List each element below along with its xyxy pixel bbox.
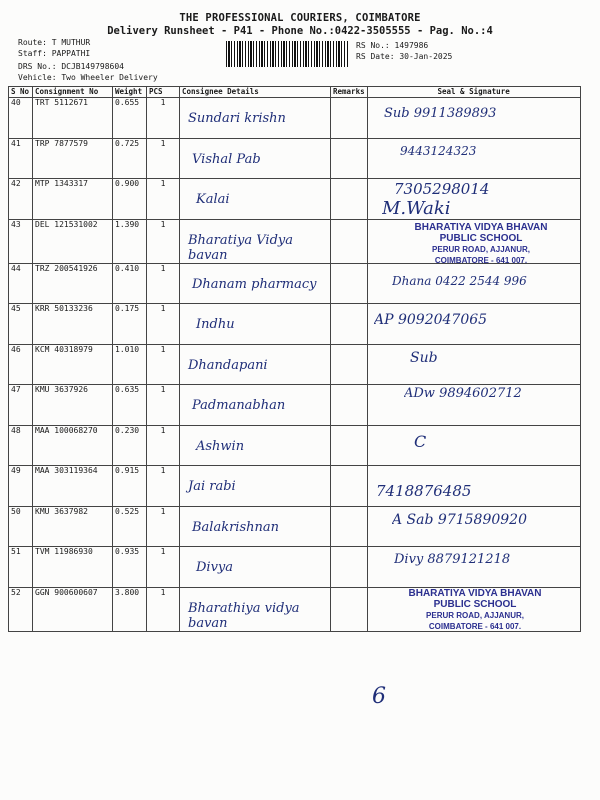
company-title: THE PROFESSIONAL COURIERS, COIMBATORE bbox=[179, 12, 421, 24]
cell-consignee bbox=[180, 425, 331, 466]
cell-remarks bbox=[331, 547, 368, 588]
cell-remarks bbox=[331, 466, 368, 507]
cell-pcs: 1 bbox=[147, 219, 180, 263]
cell-pcs: 1 bbox=[147, 179, 180, 220]
cell-sno: 43 bbox=[9, 219, 33, 263]
cell-pcs: 1 bbox=[147, 385, 180, 426]
col-seal: Seal & Signature bbox=[367, 87, 580, 98]
handwritten-signature: M.Waki bbox=[382, 198, 451, 219]
barcode-image bbox=[226, 41, 348, 67]
cell-pcs: 1 bbox=[147, 425, 180, 466]
cell-weight: 0.525 bbox=[113, 506, 147, 547]
cell-weight: 0.175 bbox=[113, 304, 147, 345]
cell-remarks bbox=[331, 385, 368, 426]
cell-sno: 44 bbox=[9, 263, 33, 304]
handwritten-signature: A Sab 9715890920 bbox=[392, 512, 527, 528]
cell-remarks bbox=[331, 425, 368, 466]
handwritten-signature: 7305298014 bbox=[394, 180, 490, 198]
cell-pcs: 1 bbox=[147, 344, 180, 385]
handwritten-signature: Divy 8879121218 bbox=[394, 552, 511, 567]
cell-remarks bbox=[331, 179, 368, 220]
col-weight: Weight bbox=[113, 87, 147, 98]
table-row bbox=[9, 304, 581, 345]
cell-consignee bbox=[180, 385, 331, 426]
handwritten-signature: Sub 9911389893 bbox=[384, 106, 497, 121]
school-stamp-row43 bbox=[396, 222, 566, 266]
col-consignee: Consignee Details bbox=[180, 87, 331, 98]
cell-sno: 46 bbox=[9, 344, 33, 385]
cell-consignee bbox=[180, 506, 331, 547]
school-stamp-row52 bbox=[390, 588, 560, 632]
cell-consignee bbox=[180, 98, 331, 139]
cell-consignee bbox=[180, 304, 331, 345]
cell-sno: 40 bbox=[9, 98, 33, 139]
handwritten-consignee-name: Ashwin bbox=[196, 438, 245, 454]
cell-consignee bbox=[180, 263, 331, 304]
col-sno: S No bbox=[9, 87, 33, 98]
cell-weight: 0.230 bbox=[113, 425, 147, 466]
cell-pcs: 1 bbox=[147, 506, 180, 547]
handwritten-consignee-name: Dhanam pharmacy bbox=[192, 276, 317, 292]
handwritten-signature: 7418876485 bbox=[376, 482, 472, 500]
handwritten-signature: Dhana 0422 2544 996 bbox=[392, 274, 527, 288]
cell-pcs: 1 bbox=[147, 98, 180, 139]
cell-sno: 48 bbox=[9, 425, 33, 466]
runsheet-subtitle: Delivery Runsheet - P41 - Phone No.:0422-3505555 - Pag. No.:4 bbox=[107, 25, 493, 37]
rs-no-text: RS No.: 1497986 bbox=[356, 41, 429, 50]
stamp-line1: BHARATIYA VIDYA BHAVAN bbox=[414, 222, 548, 233]
table-row bbox=[9, 466, 581, 507]
cell-remarks bbox=[331, 219, 368, 263]
handwritten-consignee-name: Sundari krishn bbox=[188, 111, 286, 126]
cell-seal bbox=[367, 425, 580, 466]
cell-sno: 42 bbox=[9, 179, 33, 220]
handwritten-consignee-name: Indhu bbox=[196, 317, 235, 332]
cell-seal bbox=[367, 344, 580, 385]
cell-remarks bbox=[331, 304, 368, 345]
stamp-line2: PUBLIC SCHOOL bbox=[433, 599, 517, 610]
cell-sno: 52 bbox=[9, 587, 33, 631]
handwritten-consignee-name: Padmanabhan bbox=[192, 398, 286, 413]
staff-text: Staff: PAPPATHI bbox=[18, 48, 91, 58]
col-pcs: PCS bbox=[147, 87, 180, 98]
cell-consignee bbox=[180, 179, 331, 220]
cell-pcs: 1 bbox=[147, 138, 180, 179]
cell-weight: 0.725 bbox=[113, 138, 147, 179]
cell-consignment: KMU 3637926 bbox=[33, 385, 113, 426]
footer-handwritten-mark: 6 bbox=[372, 684, 386, 709]
cell-consignment: TRP 7877579 bbox=[33, 138, 113, 179]
cell-weight: 0.655 bbox=[113, 98, 147, 139]
meta-left bbox=[18, 38, 158, 83]
cell-remarks bbox=[331, 344, 368, 385]
handwritten-consignee-name: Vishal Pab bbox=[192, 151, 261, 167]
table-row bbox=[9, 138, 581, 179]
cell-pcs: 1 bbox=[147, 263, 180, 304]
handwritten-consignee-name: Bharatiya Vidya bavan bbox=[188, 232, 293, 263]
cell-consignment: GGN 900600607 bbox=[33, 587, 113, 631]
cell-consignment: KCM 40318979 bbox=[33, 344, 113, 385]
col-remarks: Remarks bbox=[331, 87, 368, 98]
cell-consignment: MAA 100068270 bbox=[33, 425, 113, 466]
cell-consignment: TVM 11986930 bbox=[33, 547, 113, 588]
cell-weight: 0.935 bbox=[113, 547, 147, 588]
handwritten-signature: 9443124323 bbox=[400, 144, 477, 158]
stamp-line3: PERUR ROAD, AJJANUR, bbox=[426, 611, 524, 620]
handwritten-signature: AP 9092047065 bbox=[374, 312, 488, 328]
cell-consignee bbox=[180, 219, 331, 263]
cell-consignee bbox=[180, 547, 331, 588]
cell-remarks bbox=[331, 587, 368, 631]
meta-right bbox=[356, 41, 452, 62]
cell-weight: 0.410 bbox=[113, 263, 147, 304]
stamp-line4: COIMBATORE - 641 007. bbox=[434, 256, 528, 265]
cell-weight: 0.635 bbox=[113, 385, 147, 426]
handwritten-consignee-name: Divya bbox=[196, 560, 234, 575]
cell-weight: 1.390 bbox=[113, 219, 147, 263]
cell-consignment: DEL 121531002 bbox=[33, 219, 113, 263]
cell-consignment: TRT 5112671 bbox=[33, 98, 113, 139]
cell-sno: 51 bbox=[9, 547, 33, 588]
cell-consignee bbox=[180, 587, 331, 631]
cell-sno: 47 bbox=[9, 385, 33, 426]
cell-sno: 41 bbox=[9, 138, 33, 179]
cell-consignee bbox=[180, 344, 331, 385]
rs-date-text: RS Date: 30-Jan-2025 bbox=[356, 51, 453, 61]
cell-remarks bbox=[331, 138, 368, 179]
cell-weight: 0.915 bbox=[113, 466, 147, 507]
handwritten-consignee-name: Jai rabi bbox=[188, 479, 236, 494]
handwritten-signature: ADw 9894602712 bbox=[404, 386, 522, 401]
cell-consignment: MTP 1343317 bbox=[33, 179, 113, 220]
cell-remarks bbox=[331, 506, 368, 547]
cell-weight: 1.010 bbox=[113, 344, 147, 385]
cell-sno: 49 bbox=[9, 466, 33, 507]
cell-sno: 45 bbox=[9, 304, 33, 345]
table-row bbox=[9, 425, 581, 466]
handwritten-consignee-name: Dhandapani bbox=[188, 357, 268, 373]
cell-consignment: KRR 50133236 bbox=[33, 304, 113, 345]
cell-consignment: MAA 303119364 bbox=[33, 466, 113, 507]
route-text: Route: T MUTHUR bbox=[18, 38, 91, 47]
handwritten-consignee-name: Balakrishnan bbox=[192, 519, 280, 535]
cell-consignment: TRZ 200541926 bbox=[33, 263, 113, 304]
runsheet-table bbox=[8, 86, 581, 632]
handwritten-signature: C bbox=[414, 432, 427, 451]
handwritten-consignee-name: Kalai bbox=[196, 192, 230, 207]
table-header-row bbox=[9, 87, 581, 98]
stamp-line3: PERUR ROAD, AJJANUR, bbox=[432, 245, 530, 254]
cell-consignment: KMU 3637982 bbox=[33, 506, 113, 547]
col-consignment: Consignment No bbox=[33, 87, 113, 98]
cell-consignee bbox=[180, 138, 331, 179]
stamp-line2: PUBLIC SCHOOL bbox=[439, 233, 523, 244]
cell-consignee bbox=[180, 466, 331, 507]
drs-text: DRS No.: DCJB149798604 bbox=[18, 62, 124, 71]
vehicle-text: Vehicle: Two Wheeler Delivery bbox=[18, 72, 158, 82]
cell-remarks bbox=[331, 263, 368, 304]
cell-pcs: 1 bbox=[147, 304, 180, 345]
handwritten-signature: Sub bbox=[410, 350, 438, 366]
cell-pcs: 1 bbox=[147, 547, 180, 588]
cell-remarks bbox=[331, 98, 368, 139]
handwritten-consignee-name: Bharathiya vidya bavan bbox=[188, 600, 300, 631]
cell-weight: 3.800 bbox=[113, 587, 147, 631]
table-row bbox=[9, 344, 581, 385]
table-row bbox=[9, 179, 581, 220]
cell-pcs: 1 bbox=[147, 466, 180, 507]
cell-pcs: 1 bbox=[147, 587, 180, 631]
stamp-line4: COIMBATORE - 641 007. bbox=[428, 622, 522, 631]
stamp-line1: BHARATIYA VIDYA BHAVAN bbox=[408, 588, 542, 599]
cell-weight: 0.900 bbox=[113, 179, 147, 220]
cell-sno: 50 bbox=[9, 506, 33, 547]
